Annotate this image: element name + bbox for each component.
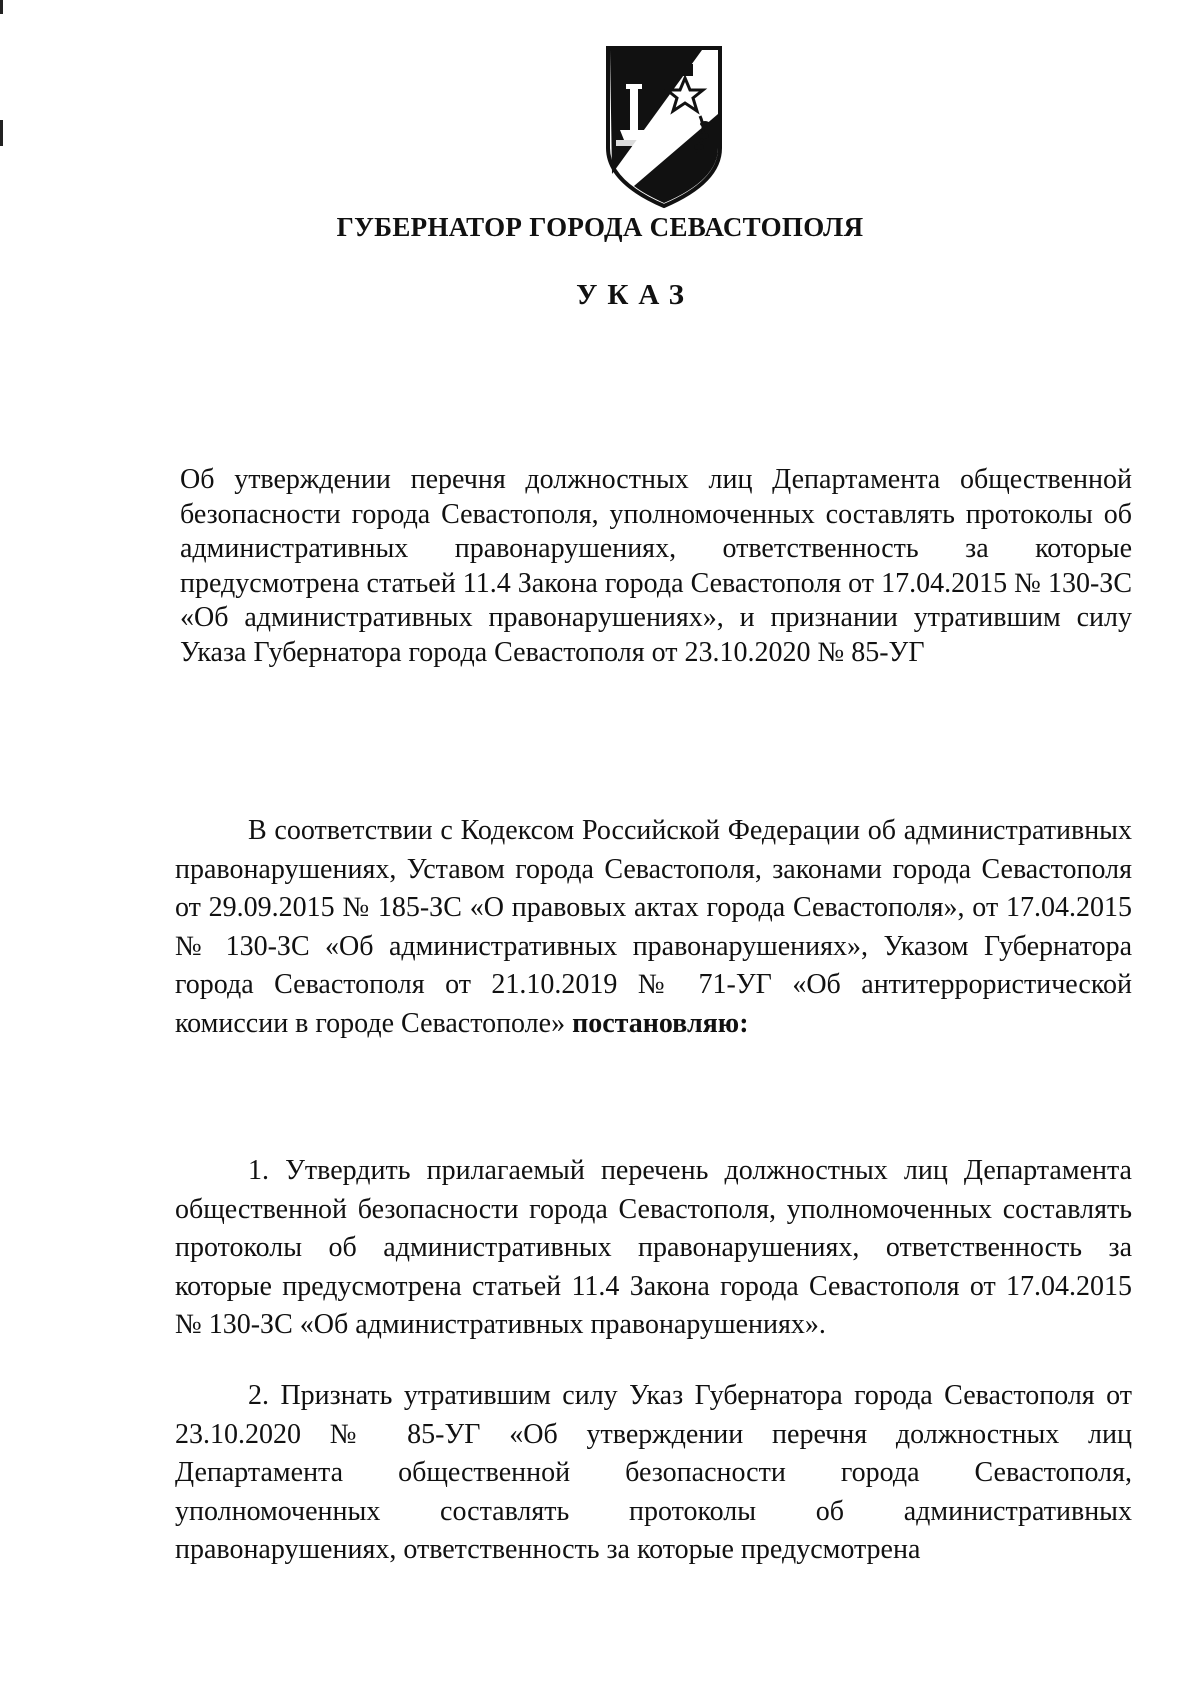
decree-word: постановляю: — [572, 1007, 749, 1039]
issuing-authority: ГУБЕРНАТОР ГОРОДА СЕВАСТОПОЛЯ — [336, 212, 864, 242]
preamble-paragraph — [175, 812, 1132, 1043]
scan-edge-mark — [0, 120, 3, 146]
document-type: УКАЗ — [576, 279, 694, 311]
clause-2: 2. Признать утратившим силу Указ Губернатора города Севастополя от 23.10.2020 № 85-УГ «Об утверждении перечня должностных лиц Департамента общественной безопасности города Севастополя, уполномоченных составлять протоколы об административных правонарушениях, ответственность за которые предусмотрена — [175, 1380, 1132, 1565]
clause-1: 1. Утвердить прилагаемый перечень должностных лиц Департамента общественной безопасности города Севастополя, уполномоченных составлять протоколы об административных правонарушениях, ответственность за которые предусмотрена статьей 11.4 Закона города Севастополя от 17.04.2015 № 130-ЗС «Об административных правонарушениях». — [175, 1155, 1132, 1340]
preamble-text: В соответствии с Кодексом Российской Федерации об административных правонарушениях, Уставом города Севастополя, законами города Севастополя от 29.09.2015 № 185-ЗС «О правовых актах города Севастополя», от 17.04.2015 № 130-ЗС «Об административных правонарушениях», Указом Губернатора города Севастополя от 21.10.2019 № 71-УГ «Об антитеррористической комиссии в городе Севастополе» — [175, 815, 1132, 1039]
scan-edge-mark — [0, 0, 3, 14]
sevastopol-coat-of-arms-icon — [604, 44, 724, 210]
decree-title: Об утверждении перечня должностных лиц Департамента общественной безопасности города Севастополя, уполномоченных составлять протоколы об административных правонарушениях, ответственность за которые предусмотрена статьей 11.4 Закона города Севастополя от 17.04.2015 № 130-ЗС «Об административных правонарушениях», и признании утратившим силу Указа Губернатора города Севастополя от 23.10.2020 № 85-УГ — [180, 464, 1132, 668]
